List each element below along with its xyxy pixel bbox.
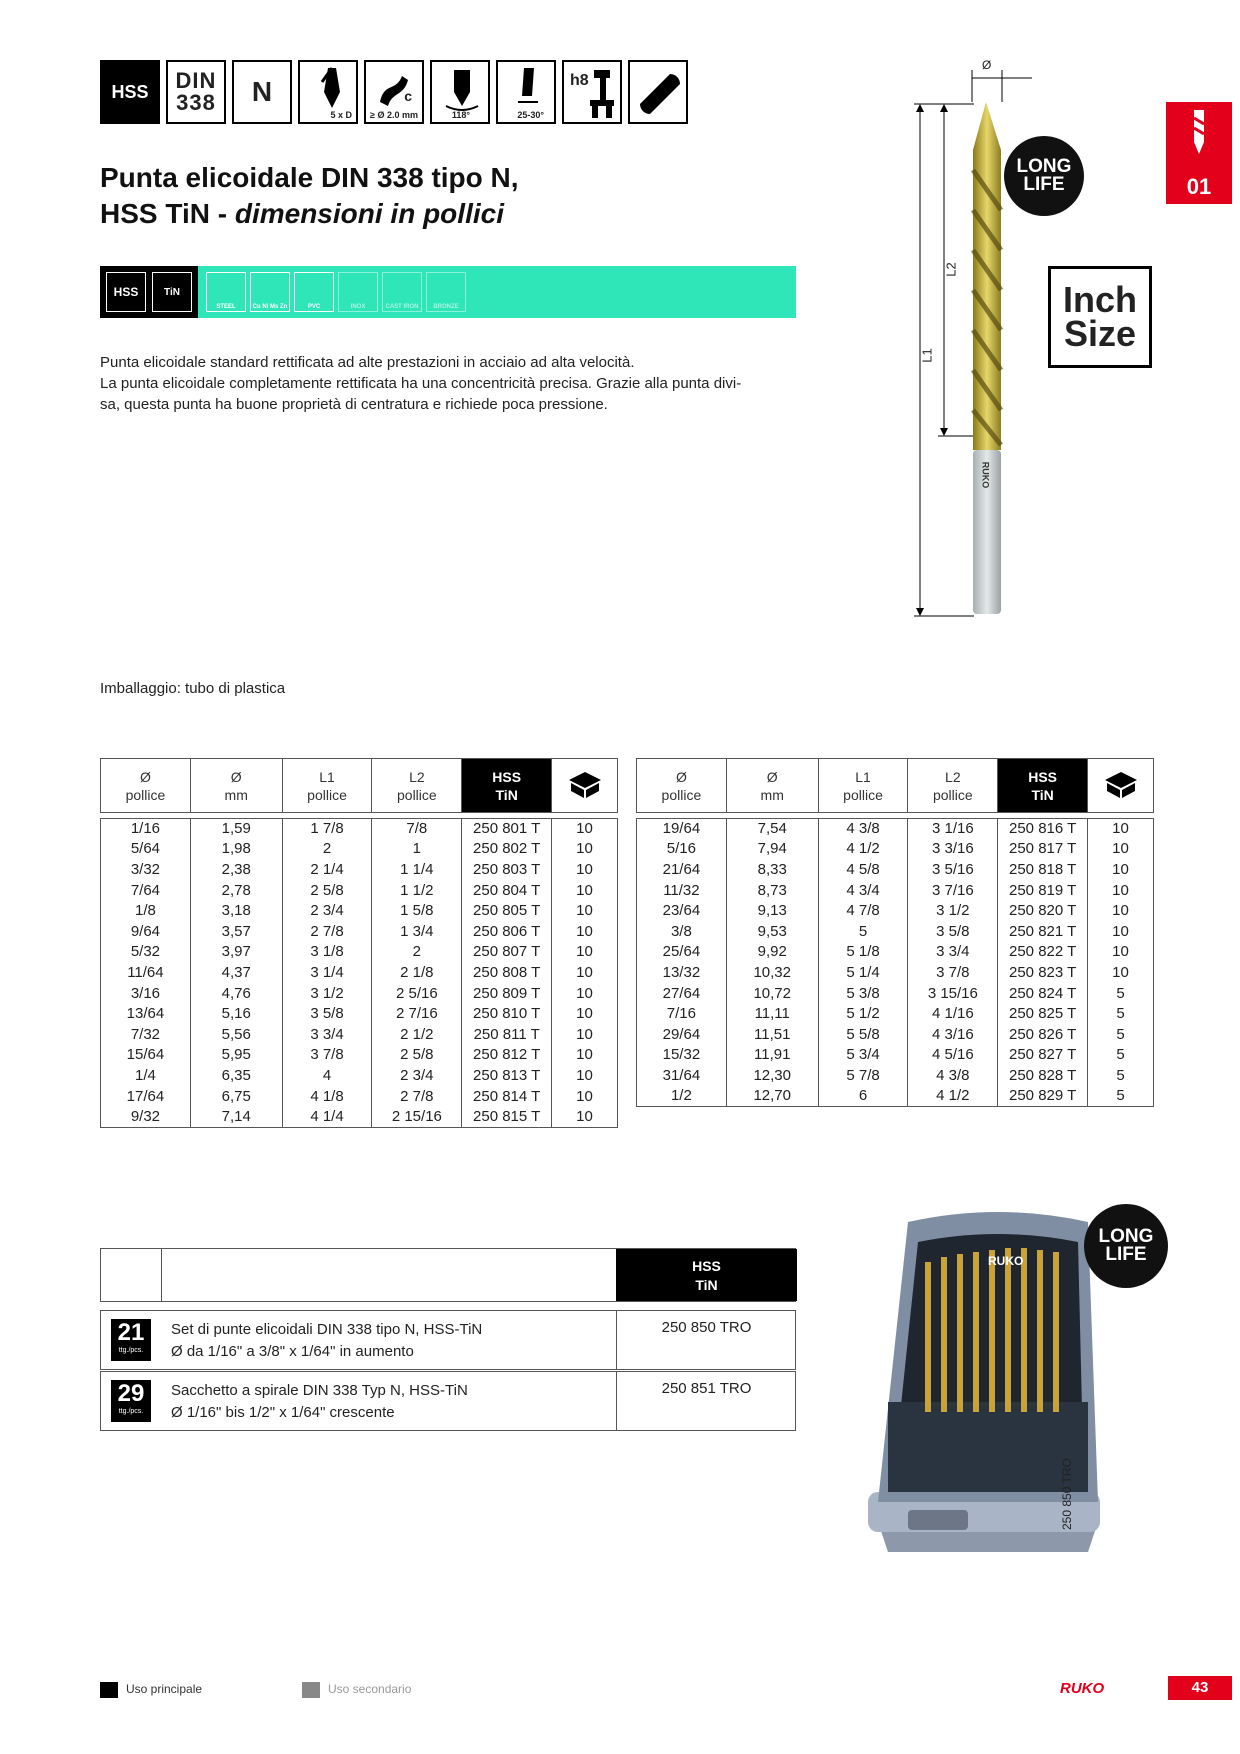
cell-l2: 2 15/16 <box>372 1107 462 1128</box>
cell-pack-qty: 5 <box>1088 983 1154 1004</box>
col-l2: L2 pollice <box>372 759 462 813</box>
cell-dia-mm: 2,38 <box>190 860 282 881</box>
cell-article: 250 809 T <box>462 983 552 1004</box>
cell-l2: 2 3/4 <box>372 1066 462 1087</box>
cell-dia-mm: 11,51 <box>726 1024 818 1045</box>
table-row <box>637 983 1154 1004</box>
cell-article: 250 822 T <box>998 942 1088 963</box>
tolerance-label: h8 <box>570 72 589 89</box>
piece-count-badge: 21 ttg./pcs. <box>111 1319 151 1361</box>
cell-dia-inch: 1/4 <box>101 1066 191 1087</box>
cell-l1: 5 1/8 <box>818 942 908 963</box>
col-pack <box>552 759 618 813</box>
table-row <box>101 1045 618 1066</box>
cast-iron-icon <box>382 272 422 312</box>
table-row <box>101 1086 618 1107</box>
cell-article: 250 828 T <box>998 1066 1088 1087</box>
cell-article: 250 801 T <box>462 819 552 840</box>
cell-l1: 4 5/8 <box>818 860 908 881</box>
cell-pack-qty: 10 <box>1088 901 1154 922</box>
table-row <box>101 983 618 1004</box>
cell-pack-qty: 10 <box>1088 880 1154 901</box>
cell-dia-mm: 5,16 <box>190 1004 282 1025</box>
table-row <box>637 1024 1154 1045</box>
cell-l2: 2 5/8 <box>372 1045 462 1066</box>
cell-dia-mm: 2,78 <box>190 880 282 901</box>
table-row <box>637 1004 1154 1025</box>
cell-article: 250 810 T <box>462 1004 552 1025</box>
cell-l2: 2 7/16 <box>372 1004 462 1025</box>
primary-use-legend <box>100 1682 202 1698</box>
secondary-use-legend <box>302 1682 411 1698</box>
secondary-use-icon <box>302 1682 320 1698</box>
table-row <box>101 921 618 942</box>
cell-l2: 3 3/16 <box>908 839 998 860</box>
table-row <box>637 921 1154 942</box>
primary-use-label: Uso principale <box>126 1682 203 1697</box>
cell-l1: 2 1/4 <box>282 860 372 881</box>
cell-pack-qty: 10 <box>1088 921 1154 942</box>
cell-dia-mm: 3,18 <box>190 901 282 922</box>
long-life-badge <box>1084 1204 1168 1288</box>
pvc-icon <box>294 272 334 312</box>
cell-l1: 5 <box>818 921 908 942</box>
cell-dia-mm: 7,54 <box>726 819 818 840</box>
cell-article: 250 811 T <box>462 1024 552 1045</box>
cell-dia-inch: 17/64 <box>101 1086 191 1107</box>
cell-article: 250 812 T <box>462 1045 552 1066</box>
cell-dia-inch: 15/64 <box>101 1045 191 1066</box>
col-l1: L1 pollice <box>282 759 372 813</box>
cell-pack-qty: 10 <box>552 1004 618 1025</box>
cell-pack-qty: 10 <box>552 1045 618 1066</box>
point-caption: ≥ Ø 2.0 mm <box>370 110 418 120</box>
cell-article: 250 805 T <box>462 901 552 922</box>
cell-dia-mm: 11,11 <box>726 1004 818 1025</box>
cell-l1: 5 5/8 <box>818 1024 908 1045</box>
cell-dia-inch: 13/32 <box>637 963 727 984</box>
set-row[interactable] <box>100 1371 796 1431</box>
cell-l2: 1 <box>372 839 462 860</box>
col-dia-mm: Ø mm <box>190 759 282 813</box>
cell-l2: 4 1/2 <box>908 1086 998 1107</box>
case-brand-label: RUKO <box>988 1254 1024 1268</box>
title-line-2 <box>100 196 720 232</box>
cell-pack-qty: 10 <box>552 901 618 922</box>
cell-dia-inch: 1/8 <box>101 901 191 922</box>
case-article-code: 250 850 TRO <box>1060 1458 1074 1530</box>
size-table-left <box>100 758 618 1128</box>
table-row <box>637 839 1154 860</box>
cell-dia-inch: 25/64 <box>637 942 727 963</box>
cell-l1: 4 3/4 <box>818 880 908 901</box>
cell-pack-qty: 10 <box>1088 963 1154 984</box>
bronze-label: BRONZE <box>433 304 459 310</box>
cell-l1: 6 <box>818 1086 908 1107</box>
cell-article: 250 804 T <box>462 880 552 901</box>
cell-l1: 4 1/2 <box>818 839 908 860</box>
cell-dia-inch: 9/32 <box>101 1107 191 1128</box>
diameter-label: Ø <box>982 58 992 72</box>
cell-dia-mm: 12,70 <box>726 1086 818 1107</box>
table-row <box>101 819 618 840</box>
cell-article: 250 818 T <box>998 860 1088 881</box>
din-number: 338 <box>176 90 216 115</box>
shank-brand: RUKO <box>980 461 991 489</box>
cell-pack-qty: 10 <box>552 839 618 860</box>
helix-caption: 25-30° <box>517 110 544 120</box>
cell-l1: 5 3/8 <box>818 983 908 1004</box>
cell-pack-qty: 10 <box>552 1086 618 1107</box>
cell-l1: 5 1/4 <box>818 963 908 984</box>
cell-article: 250 820 T <box>998 901 1088 922</box>
point-letter: c <box>404 88 412 104</box>
table-row <box>101 901 618 922</box>
cell-article: 250 824 T <box>998 983 1088 1004</box>
length-caption: 5 x D <box>330 110 352 120</box>
inch-word: Inch <box>1062 279 1137 320</box>
pvc-label: PVC <box>307 304 321 310</box>
table-row <box>101 942 618 963</box>
col-l2: L2 pollice <box>908 759 998 813</box>
cell-l1: 2 <box>282 839 372 860</box>
cell-dia-inch: 3/8 <box>637 921 727 942</box>
brand-logo: RUKO <box>1060 1680 1105 1697</box>
cell-l2: 1 5/8 <box>372 901 462 922</box>
cylindrical-shank-icon <box>628 60 688 124</box>
cell-dia-mm: 6,75 <box>190 1086 282 1107</box>
cell-article: 250 806 T <box>462 921 552 942</box>
cell-dia-mm: 9,53 <box>726 921 818 942</box>
cell-dia-inch: 9/64 <box>101 921 191 942</box>
cell-dia-mm: 4,37 <box>190 963 282 984</box>
long-life-word-2: LIFE <box>1105 1244 1147 1265</box>
cell-l2: 3 7/16 <box>908 880 998 901</box>
cell-dia-mm: 6,35 <box>190 1066 282 1087</box>
cell-l2: 4 5/16 <box>908 1045 998 1066</box>
cell-l1: 3 1/4 <box>282 963 372 984</box>
cell-l1: 3 3/4 <box>282 1024 372 1045</box>
cell-article: 250 829 T <box>998 1086 1088 1107</box>
din-standard-icon <box>166 60 226 124</box>
cell-pack-qty: 5 <box>1088 1086 1154 1107</box>
drill-type-label: N <box>251 76 273 107</box>
page-title <box>100 160 720 232</box>
cell-pack-qty: 10 <box>552 963 618 984</box>
helix-angle-icon <box>496 60 556 124</box>
cell-dia-inch: 15/32 <box>637 1045 727 1066</box>
cell-dia-mm: 4,76 <box>190 983 282 1004</box>
sets-article-header: HSS TiN <box>616 1249 797 1301</box>
steel-label: STEEL <box>216 304 236 310</box>
cell-dia-inch: 7/64 <box>101 880 191 901</box>
table-row <box>637 819 1154 840</box>
cell-article: 250 815 T <box>462 1107 552 1128</box>
product-description <box>100 352 800 415</box>
cell-l1: 5 7/8 <box>818 1066 908 1087</box>
cell-pack-qty: 5 <box>1088 1066 1154 1087</box>
l2-label: L2 <box>943 262 959 277</box>
page-number: 43 <box>1168 1676 1232 1700</box>
point-angle-icon <box>430 60 490 124</box>
piece-count-badge: 29 ttg./pcs. <box>111 1380 151 1422</box>
cell-l2: 2 1/8 <box>372 963 462 984</box>
table-row <box>101 860 618 881</box>
cell-dia-inch: 3/32 <box>101 860 191 881</box>
drill-section-icon <box>1166 102 1232 162</box>
cell-l2: 7/8 <box>372 819 462 840</box>
drill-type-n-icon <box>232 60 292 124</box>
cell-pack-qty: 10 <box>552 860 618 881</box>
description-line: La punta elicoidale completamente rettificata ha una concentricità precisa. Grazie alla punta divi- <box>100 375 742 392</box>
cell-l1: 5 1/2 <box>818 1004 908 1025</box>
cell-dia-inch: 21/64 <box>637 860 727 881</box>
sets-header <box>100 1248 796 1302</box>
cell-dia-inch: 11/64 <box>101 963 191 984</box>
cell-pack-qty: 10 <box>552 921 618 942</box>
cell-article: 250 814 T <box>462 1086 552 1107</box>
cell-l1: 3 7/8 <box>282 1045 372 1066</box>
cell-l2: 3 5/8 <box>908 921 998 942</box>
long-life-word-2: LIFE <box>1023 174 1065 195</box>
cell-l2: 1 1/2 <box>372 880 462 901</box>
length-5xd-icon <box>298 60 358 124</box>
col-dia-mm: Ø mm <box>726 759 818 813</box>
primary-use-icon <box>100 1682 118 1698</box>
cell-dia-mm: 11,91 <box>726 1045 818 1066</box>
cell-l2: 3 5/16 <box>908 860 998 881</box>
cell-dia-inch: 27/64 <box>637 983 727 1004</box>
cell-dia-inch: 5/64 <box>101 839 191 860</box>
cell-l2: 4 1/16 <box>908 1004 998 1025</box>
cell-pack-qty: 10 <box>552 1066 618 1087</box>
size-word: Size <box>1063 313 1137 354</box>
cell-dia-mm: 7,14 <box>190 1107 282 1128</box>
cell-l2: 3 1/2 <box>908 901 998 922</box>
cell-pack-qty: 10 <box>1088 942 1154 963</box>
packaging-note: Imballaggio: tubo di plastica <box>100 680 286 697</box>
long-life-badge <box>1004 136 1084 216</box>
set-description: Set di punte elicoidali DIN 338 tipo N, HSS-TiN Ø da 1/16" a 3/8" x 1/64" in aumento <box>171 1321 483 1360</box>
cell-article: 250 821 T <box>998 921 1088 942</box>
section-number: 01 <box>1186 174 1212 199</box>
table-row <box>101 1024 618 1045</box>
cell-pack-qty: 5 <box>1088 1024 1154 1045</box>
cell-l2: 2 1/2 <box>372 1024 462 1045</box>
cell-l1: 3 1/2 <box>282 983 372 1004</box>
cell-l2: 1 1/4 <box>372 860 462 881</box>
table-row <box>101 1066 618 1087</box>
cell-l1: 4 1/8 <box>282 1086 372 1107</box>
table-row <box>637 942 1154 963</box>
cell-dia-mm: 3,57 <box>190 921 282 942</box>
point-type-c-icon <box>364 60 424 124</box>
cell-l2: 2 5/16 <box>372 983 462 1004</box>
cell-dia-mm: 1,59 <box>190 819 282 840</box>
cell-dia-inch: 7/32 <box>101 1024 191 1045</box>
inox-icon <box>338 272 378 312</box>
cell-pack-qty: 5 <box>1088 1004 1154 1025</box>
cell-pack-qty: 10 <box>552 942 618 963</box>
angle-caption: 118° <box>451 110 470 120</box>
col-l1: L1 pollice <box>818 759 908 813</box>
col-dia-inch: Ø pollice <box>101 759 191 813</box>
cell-pack-qty: 10 <box>552 880 618 901</box>
table-row <box>101 880 618 901</box>
cell-pack-qty: 10 <box>552 1107 618 1128</box>
title-material: HSS TiN - <box>100 198 235 229</box>
cell-l1: 4 3/8 <box>818 819 908 840</box>
cell-dia-inch: 1/2 <box>637 1086 727 1107</box>
bronze-icon <box>426 272 466 312</box>
cell-l2: 1 3/4 <box>372 921 462 942</box>
col-article: HSS TiN <box>462 759 552 813</box>
set-row[interactable] <box>100 1310 796 1370</box>
cell-dia-inch: 5/32 <box>101 942 191 963</box>
cell-l1: 5 3/4 <box>818 1045 908 1066</box>
cell-l2: 3 15/16 <box>908 983 998 1004</box>
cell-dia-inch: 5/16 <box>637 839 727 860</box>
title-line-1: Punta elicoidale DIN 338 tipo N, <box>100 162 519 193</box>
table-row <box>101 839 618 860</box>
cell-l2: 2 <box>372 942 462 963</box>
cell-l1: 4 <box>282 1066 372 1087</box>
non-ferrous-icon <box>250 272 290 312</box>
cell-dia-mm: 7,94 <box>726 839 818 860</box>
cell-article: 250 808 T <box>462 963 552 984</box>
description-line: sa, questa punta ha buone proprietà di centratura e richiede poca pressione. <box>100 396 608 413</box>
cell-article: 250 803 T <box>462 860 552 881</box>
set-description: Sacchetto a spirale DIN 338 Typ N, HSS-TiN Ø 1/16" bis 1/2" x 1/64" crescente <box>171 1382 468 1421</box>
cell-dia-inch: 23/64 <box>637 901 727 922</box>
cell-pack-qty: 5 <box>1088 1045 1154 1066</box>
cell-article: 250 825 T <box>998 1004 1088 1025</box>
cell-l1: 2 7/8 <box>282 921 372 942</box>
cell-article: 250 807 T <box>462 942 552 963</box>
l1-label: L1 <box>919 348 935 363</box>
cell-dia-inch: 19/64 <box>637 819 727 840</box>
cell-dia-inch: 31/64 <box>637 1066 727 1087</box>
cell-l1: 3 5/8 <box>282 1004 372 1025</box>
hss-box: HSS <box>106 272 146 312</box>
cell-article: 250 813 T <box>462 1066 552 1087</box>
cell-article: 250 802 T <box>462 839 552 860</box>
cell-l1: 2 5/8 <box>282 880 372 901</box>
cell-dia-inch: 1/16 <box>101 819 191 840</box>
cell-l2: 3 3/4 <box>908 942 998 963</box>
inox-label: INOX <box>350 304 366 310</box>
cell-pack-qty: 10 <box>1088 839 1154 860</box>
table-row <box>101 1107 618 1128</box>
set-article-number: 250 851 TRO <box>616 1372 796 1430</box>
title-subtitle: dimensioni in pollici <box>234 198 504 229</box>
cell-dia-inch: 13/64 <box>101 1004 191 1025</box>
cell-pack-qty: 10 <box>1088 819 1154 840</box>
section-tab[interactable] <box>1166 102 1232 204</box>
long-life-word-1: LONG <box>1016 156 1072 177</box>
table-row <box>637 1066 1154 1087</box>
table-row <box>637 1045 1154 1066</box>
cell-article: 250 827 T <box>998 1045 1088 1066</box>
cell-l1: 1 7/8 <box>282 819 372 840</box>
table-row <box>637 901 1154 922</box>
tin-box: TiN <box>152 272 192 312</box>
table-row <box>101 963 618 984</box>
cell-l2: 2 7/8 <box>372 1086 462 1107</box>
cell-dia-mm: 9,13 <box>726 901 818 922</box>
table-row <box>101 1004 618 1025</box>
cast-iron-label: CAST IRON <box>385 304 419 310</box>
cell-pack-qty: 10 <box>1088 860 1154 881</box>
steel-icon <box>206 272 246 312</box>
din-label: DIN <box>175 68 217 93</box>
package-box-icon <box>565 768 605 800</box>
cell-dia-mm: 10,32 <box>726 963 818 984</box>
inch-size-badge <box>1048 266 1152 368</box>
cell-l2: 4 3/8 <box>908 1066 998 1087</box>
description-line: Punta elicoidale standard rettificata ad alte prestazioni in acciaio ad alta velocità. <box>100 354 635 371</box>
cell-article: 250 823 T <box>998 963 1088 984</box>
cell-dia-mm: 8,73 <box>726 880 818 901</box>
hss-material-icon <box>100 60 160 124</box>
cell-l1: 4 7/8 <box>818 901 908 922</box>
cell-dia-mm: 5,95 <box>190 1045 282 1066</box>
col-pack <box>1088 759 1154 813</box>
hss-label: HSS <box>111 81 149 102</box>
table-row <box>637 1086 1154 1107</box>
cell-l2: 3 7/8 <box>908 963 998 984</box>
material-suitability-bar <box>100 266 796 318</box>
size-table-right <box>636 758 1154 1107</box>
cell-dia-mm: 8,33 <box>726 860 818 881</box>
table-row <box>637 880 1154 901</box>
cell-pack-qty: 10 <box>552 819 618 840</box>
cell-dia-inch: 3/16 <box>101 983 191 1004</box>
col-dia-inch: Ø pollice <box>637 759 727 813</box>
set-article-number: 250 850 TRO <box>616 1311 796 1369</box>
table-row <box>637 963 1154 984</box>
col-article: HSS TiN <box>998 759 1088 813</box>
package-box-icon <box>1101 768 1141 800</box>
cell-dia-mm: 1,98 <box>190 839 282 860</box>
secondary-use-label: Uso secondario <box>328 1682 412 1697</box>
cell-l2: 4 3/16 <box>908 1024 998 1045</box>
cell-pack-qty: 10 <box>552 1024 618 1045</box>
cell-dia-mm: 10,72 <box>726 983 818 1004</box>
cell-dia-inch: 29/64 <box>637 1024 727 1045</box>
cell-l1: 2 3/4 <box>282 901 372 922</box>
cell-l1: 4 1/4 <box>282 1107 372 1128</box>
table-row <box>637 860 1154 881</box>
cell-dia-inch: 7/16 <box>637 1004 727 1025</box>
cell-dia-mm: 3,97 <box>190 942 282 963</box>
cell-dia-mm: 9,92 <box>726 942 818 963</box>
cell-pack-qty: 10 <box>552 983 618 1004</box>
cell-article: 250 819 T <box>998 880 1088 901</box>
cell-article: 250 826 T <box>998 1024 1088 1045</box>
cell-l2: 3 1/16 <box>908 819 998 840</box>
cell-article: 250 817 T <box>998 839 1088 860</box>
long-life-word-1: LONG <box>1098 1226 1154 1247</box>
cell-article: 250 816 T <box>998 819 1088 840</box>
cell-dia-inch: 11/32 <box>637 880 727 901</box>
cell-dia-mm: 12,30 <box>726 1066 818 1087</box>
cell-dia-mm: 5,56 <box>190 1024 282 1045</box>
tolerance-h8-icon <box>562 60 622 124</box>
cell-l1: 3 1/8 <box>282 942 372 963</box>
non-ferrous-label: Cu Ni Ms Zn <box>252 304 288 310</box>
